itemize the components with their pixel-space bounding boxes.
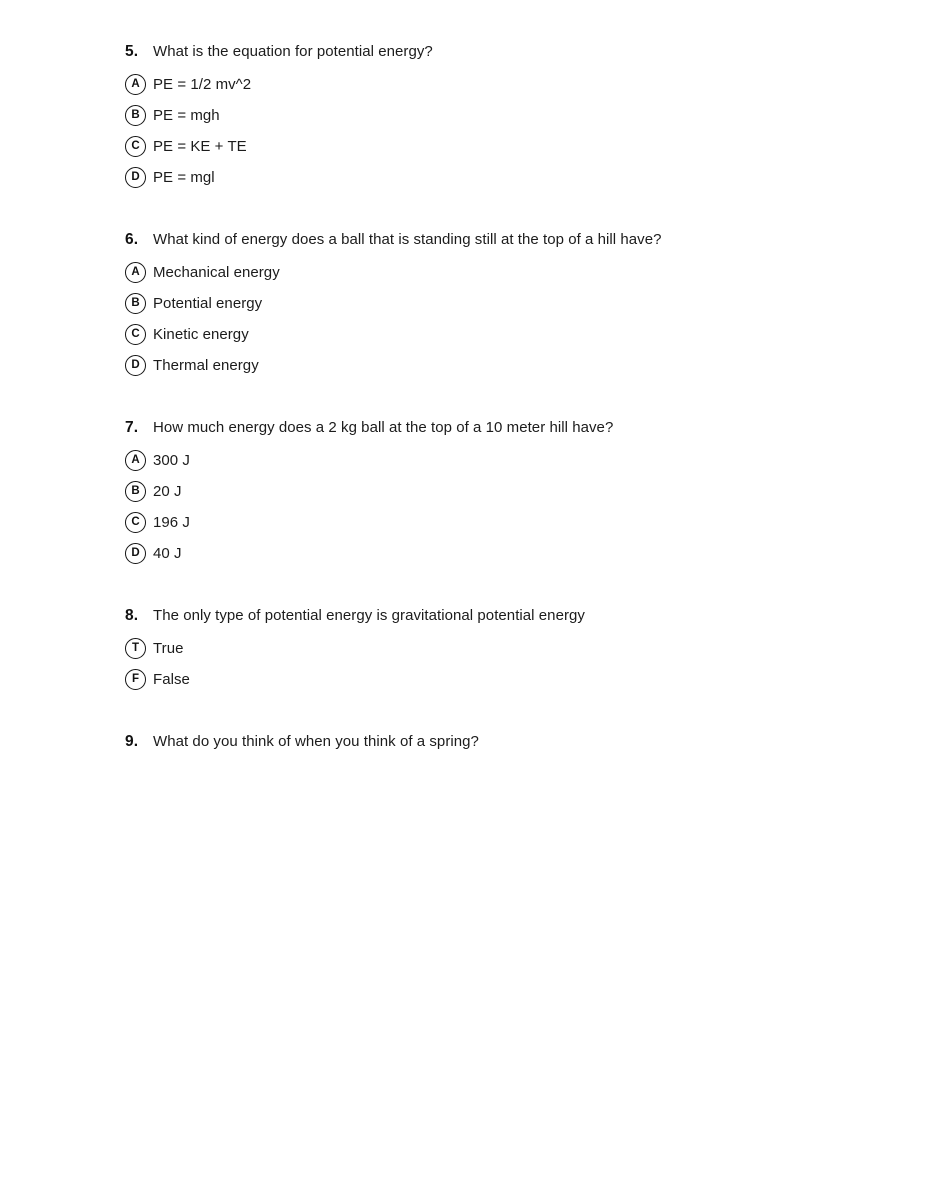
option-row[interactable]: [125, 162, 885, 193]
option-label[interactable]: 300 J: [153, 452, 190, 469]
option-bubble-icon[interactable]: D: [125, 167, 146, 188]
option-label[interactable]: Kinetic energy: [153, 326, 249, 343]
option-bubble-wrap[interactable]: [125, 74, 153, 95]
option-label[interactable]: True: [153, 640, 184, 657]
option-row[interactable]: [125, 476, 885, 507]
option-label[interactable]: PE = 1/2 mv^2: [153, 76, 252, 93]
option-bubble-wrap[interactable]: [125, 136, 153, 157]
question-text: How much energy does a 2 kg ball at the top of a 10 meter hill have?: [153, 419, 614, 436]
option-label[interactable]: PE = mgl: [153, 169, 215, 186]
option-bubble-icon[interactable]: A: [125, 450, 146, 471]
option-label[interactable]: PE = KE + TE: [153, 138, 247, 155]
option-label[interactable]: PE = mgh: [153, 107, 220, 124]
option-row[interactable]: [125, 538, 885, 569]
option-list: [125, 633, 885, 695]
option-bubble-wrap[interactable]: [125, 669, 153, 690]
question-list: [125, 41, 885, 759]
option-row[interactable]: [125, 633, 885, 664]
option-label[interactable]: Thermal energy: [153, 357, 259, 374]
option-label[interactable]: 40 J: [153, 545, 182, 562]
option-bubble-icon[interactable]: D: [125, 543, 146, 564]
question-row: [125, 731, 885, 753]
option-bubble-wrap[interactable]: [125, 262, 153, 283]
option-bubble-icon[interactable]: F: [125, 669, 146, 690]
option-bubble-wrap[interactable]: [125, 481, 153, 502]
option-label[interactable]: Mechanical energy: [153, 264, 280, 281]
option-bubble-wrap[interactable]: [125, 324, 153, 345]
option-row[interactable]: [125, 507, 885, 538]
option-row[interactable]: [125, 131, 885, 162]
question-block: [125, 229, 885, 381]
option-bubble-icon[interactable]: C: [125, 512, 146, 533]
option-bubble-icon[interactable]: B: [125, 105, 146, 126]
question-number: 7.: [125, 419, 139, 436]
option-bubble-wrap[interactable]: [125, 543, 153, 564]
option-row[interactable]: [125, 445, 885, 476]
option-label[interactable]: Potential energy: [153, 295, 263, 312]
question-text: What kind of energy does a ball that is standing still at the top of a hill have?: [153, 231, 662, 248]
question-text: What is the equation for potential energy?: [153, 43, 433, 60]
question-row: [125, 41, 885, 63]
question-block: [125, 417, 885, 569]
option-row[interactable]: [125, 350, 885, 381]
option-bubble-wrap[interactable]: [125, 512, 153, 533]
question-number: 8.: [125, 607, 139, 624]
option-bubble-icon[interactable]: A: [125, 74, 146, 95]
option-bubble-icon[interactable]: B: [125, 481, 146, 502]
option-bubble-wrap[interactable]: [125, 355, 153, 376]
question-row: [125, 605, 885, 627]
option-label[interactable]: 20 J: [153, 483, 182, 500]
question-number: 9.: [125, 733, 139, 750]
option-row[interactable]: [125, 100, 885, 131]
option-bubble-wrap[interactable]: [125, 293, 153, 314]
option-bubble-icon[interactable]: D: [125, 355, 146, 376]
question-text: The only type of potential energy is gravitational potential energy: [153, 607, 585, 624]
option-bubble-icon[interactable]: C: [125, 324, 146, 345]
option-bubble-icon[interactable]: A: [125, 262, 146, 283]
question-block: [125, 731, 885, 753]
option-row[interactable]: [125, 319, 885, 350]
option-row[interactable]: [125, 664, 885, 695]
option-bubble-wrap[interactable]: [125, 105, 153, 126]
option-bubble-icon[interactable]: B: [125, 293, 146, 314]
option-row[interactable]: [125, 69, 885, 100]
question-number: 6.: [125, 231, 139, 248]
option-bubble-wrap[interactable]: [125, 167, 153, 188]
option-bubble-icon[interactable]: T: [125, 638, 146, 659]
question-row: [125, 229, 885, 251]
option-bubble-icon[interactable]: C: [125, 136, 146, 157]
question-number: 5.: [125, 43, 139, 60]
question-row: [125, 417, 885, 439]
option-row[interactable]: [125, 288, 885, 319]
option-list: [125, 69, 885, 193]
option-list: [125, 257, 885, 381]
option-list: [125, 445, 885, 569]
option-label[interactable]: 196 J: [153, 514, 190, 531]
option-label[interactable]: False: [153, 671, 190, 688]
option-row[interactable]: [125, 257, 885, 288]
question-block: [125, 605, 885, 695]
option-bubble-wrap[interactable]: [125, 638, 153, 659]
question-text: What do you think of when you think of a spring?: [153, 733, 479, 750]
question-block: [125, 41, 885, 193]
option-bubble-wrap[interactable]: [125, 450, 153, 471]
